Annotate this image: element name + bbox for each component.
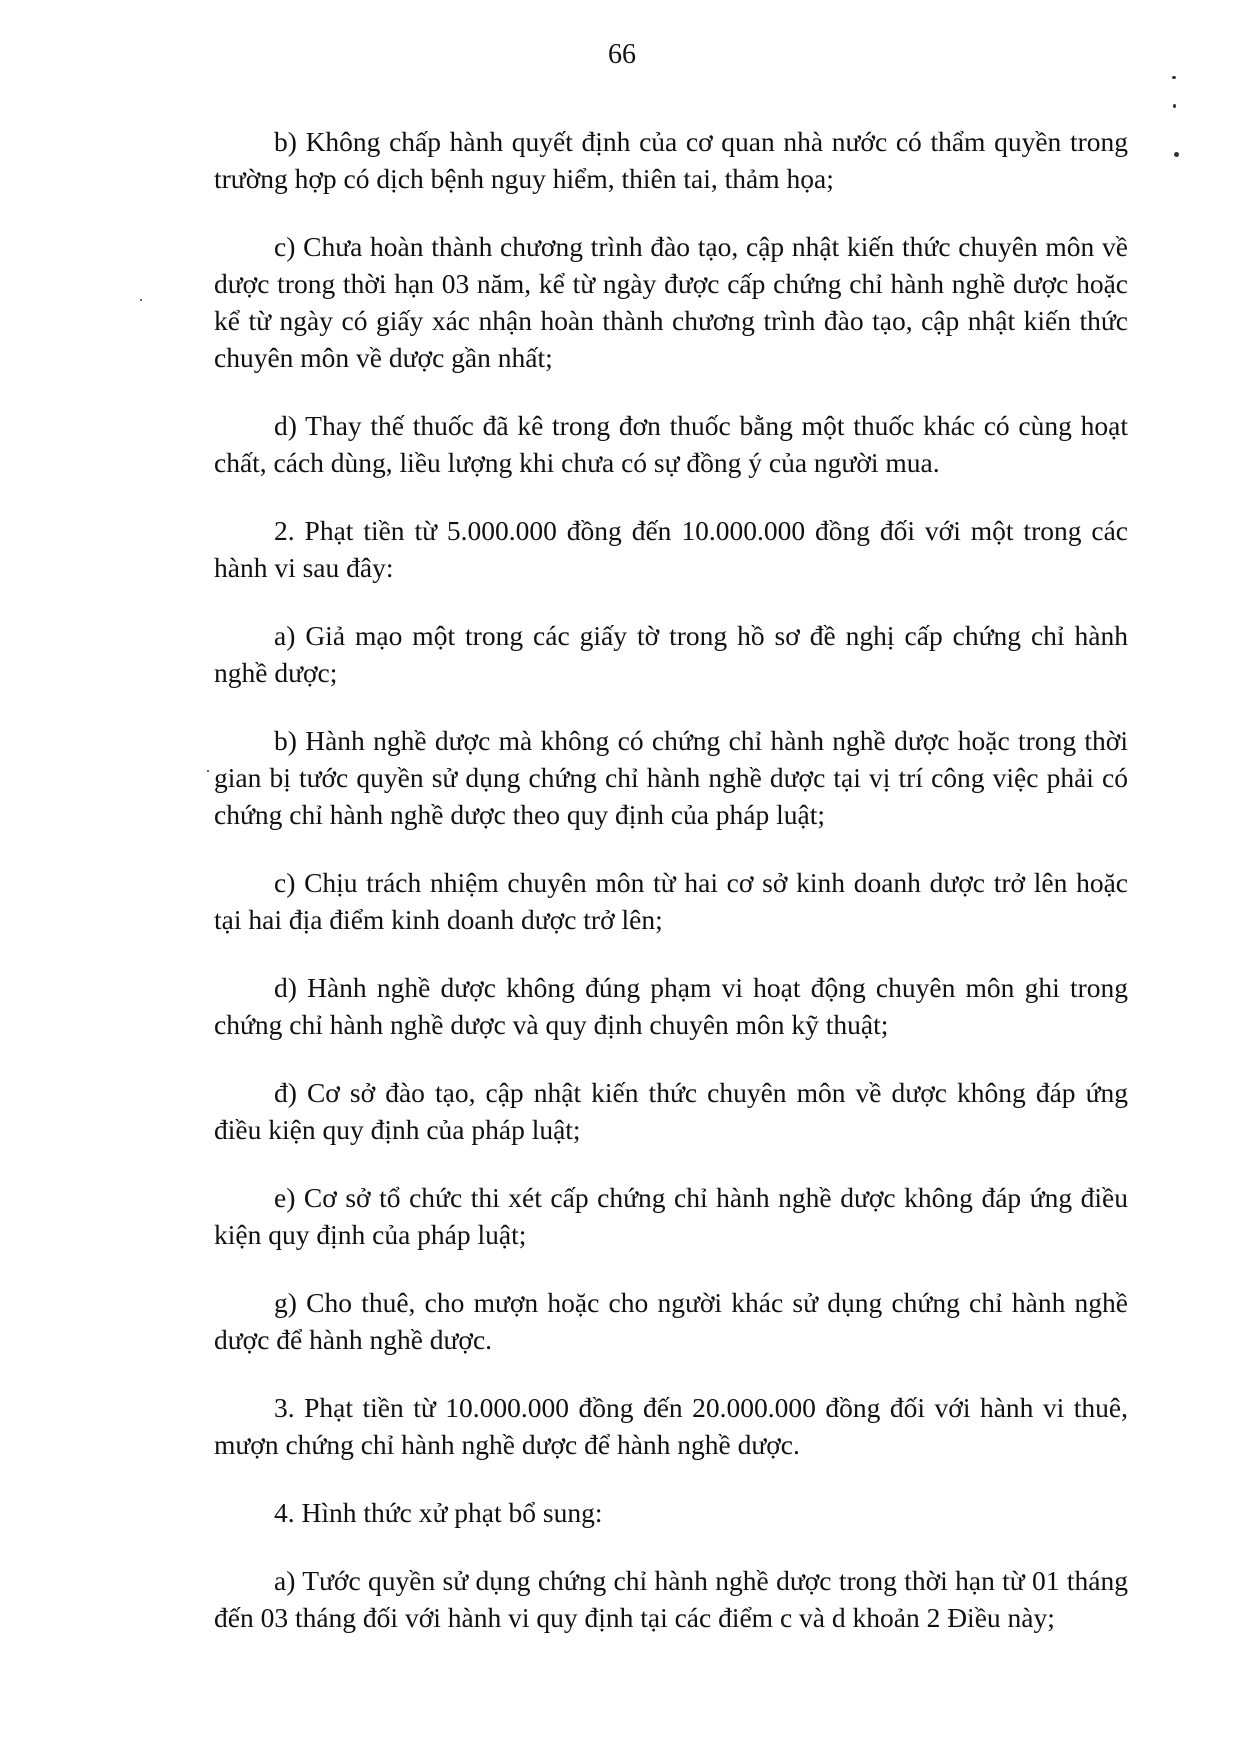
scan-speck: [1173, 104, 1176, 108]
paragraph-2a: a) Giả mạo một trong các giấy tờ trong hồ sơ đề nghị cấp chứng chỉ hành nghề dược;: [214, 620, 1128, 688]
paragraph-1d: d) Thay thế thuốc đã kê trong đơn thuốc bằng một thuốc khác có cùng hoạt chất, cách dùng, liều lượng khi chưa có sự đồng ý của người mua.: [214, 410, 1128, 478]
scan-speck: [207, 770, 209, 772]
paragraph-2c: c) Chịu trách nhiệm chuyên môn từ hai cơ sở kinh doanh dược trở lên hoặc tại hai địa điểm kinh doanh dược trở lên;: [214, 867, 1128, 935]
scan-speck: [140, 299, 142, 301]
paragraph-4a: a) Tước quyền sử dụng chứng chỉ hành nghề dược trong thời hạn từ 01 tháng đến 03 tháng đối với hành vi quy định tại các điểm c và d khoản 2 Điều này;: [214, 1565, 1128, 1633]
scan-speck: [1174, 152, 1179, 157]
paragraph-clause-2: 2. Phạt tiền từ 5.000.000 đồng đến 10.000.000 đồng đối với một trong các hành vi sau đây:: [214, 515, 1128, 583]
paragraph-2e: e) Cơ sở tổ chức thi xét cấp chứng chỉ hành nghề dược không đáp ứng điều kiện quy định của pháp luật;: [214, 1182, 1128, 1250]
paragraph-1b: b) Không chấp hành quyết định của cơ quan nhà nước có thẩm quyền trong trường hợp có dịch bệnh nguy hiểm, thiên tai, thảm họa;: [214, 126, 1128, 194]
paragraph-2g: g) Cho thuê, cho mượn hoặc cho người khác sử dụng chứng chỉ hành nghề dược để hành nghề dược.: [214, 1287, 1128, 1355]
paragraph-2dd: đ) Cơ sở đào tạo, cập nhật kiến thức chuyên môn về dược không đáp ứng điều kiện quy định của pháp luật;: [214, 1077, 1128, 1145]
document-body: [214, 123, 1128, 1636]
paragraph-1c: c) Chưa hoàn thành chương trình đào tạo, cập nhật kiến thức chuyên môn về dược trong thời hạn 03 năm, kể từ ngày được cấp chứng chỉ hành nghề dược hoặc kể từ ngày có giấy xác nhận hoàn thành chương trình đào tạo, cập nhật kiến thức chuyên môn về dược gần nhất;: [214, 231, 1128, 373]
paragraph-clause-3: 3. Phạt tiền từ 10.000.000 đồng đến 20.000.000 đồng đối với hành vi thuê, mượn chứng chỉ hành nghề dược để hành nghề dược.: [214, 1392, 1128, 1460]
page-number: 66: [608, 39, 636, 70]
scan-speck: [1172, 76, 1176, 79]
paragraph-2d: d) Hành nghề dược không đúng phạm vi hoạt động chuyên môn ghi trong chứng chỉ hành nghề dược và quy định chuyên môn kỹ thuật;: [214, 972, 1128, 1040]
paragraph-2b: b) Hành nghề dược mà không có chứng chỉ hành nghề dược hoặc trong thời gian bị tước quyền sử dụng chứng chỉ hành nghề dược tại vị trí công việc phải có chứng chỉ hành nghề dược theo quy định của pháp luật;: [214, 725, 1128, 830]
paragraph-clause-4: 4. Hình thức xử phạt bổ sung:: [274, 1497, 603, 1528]
